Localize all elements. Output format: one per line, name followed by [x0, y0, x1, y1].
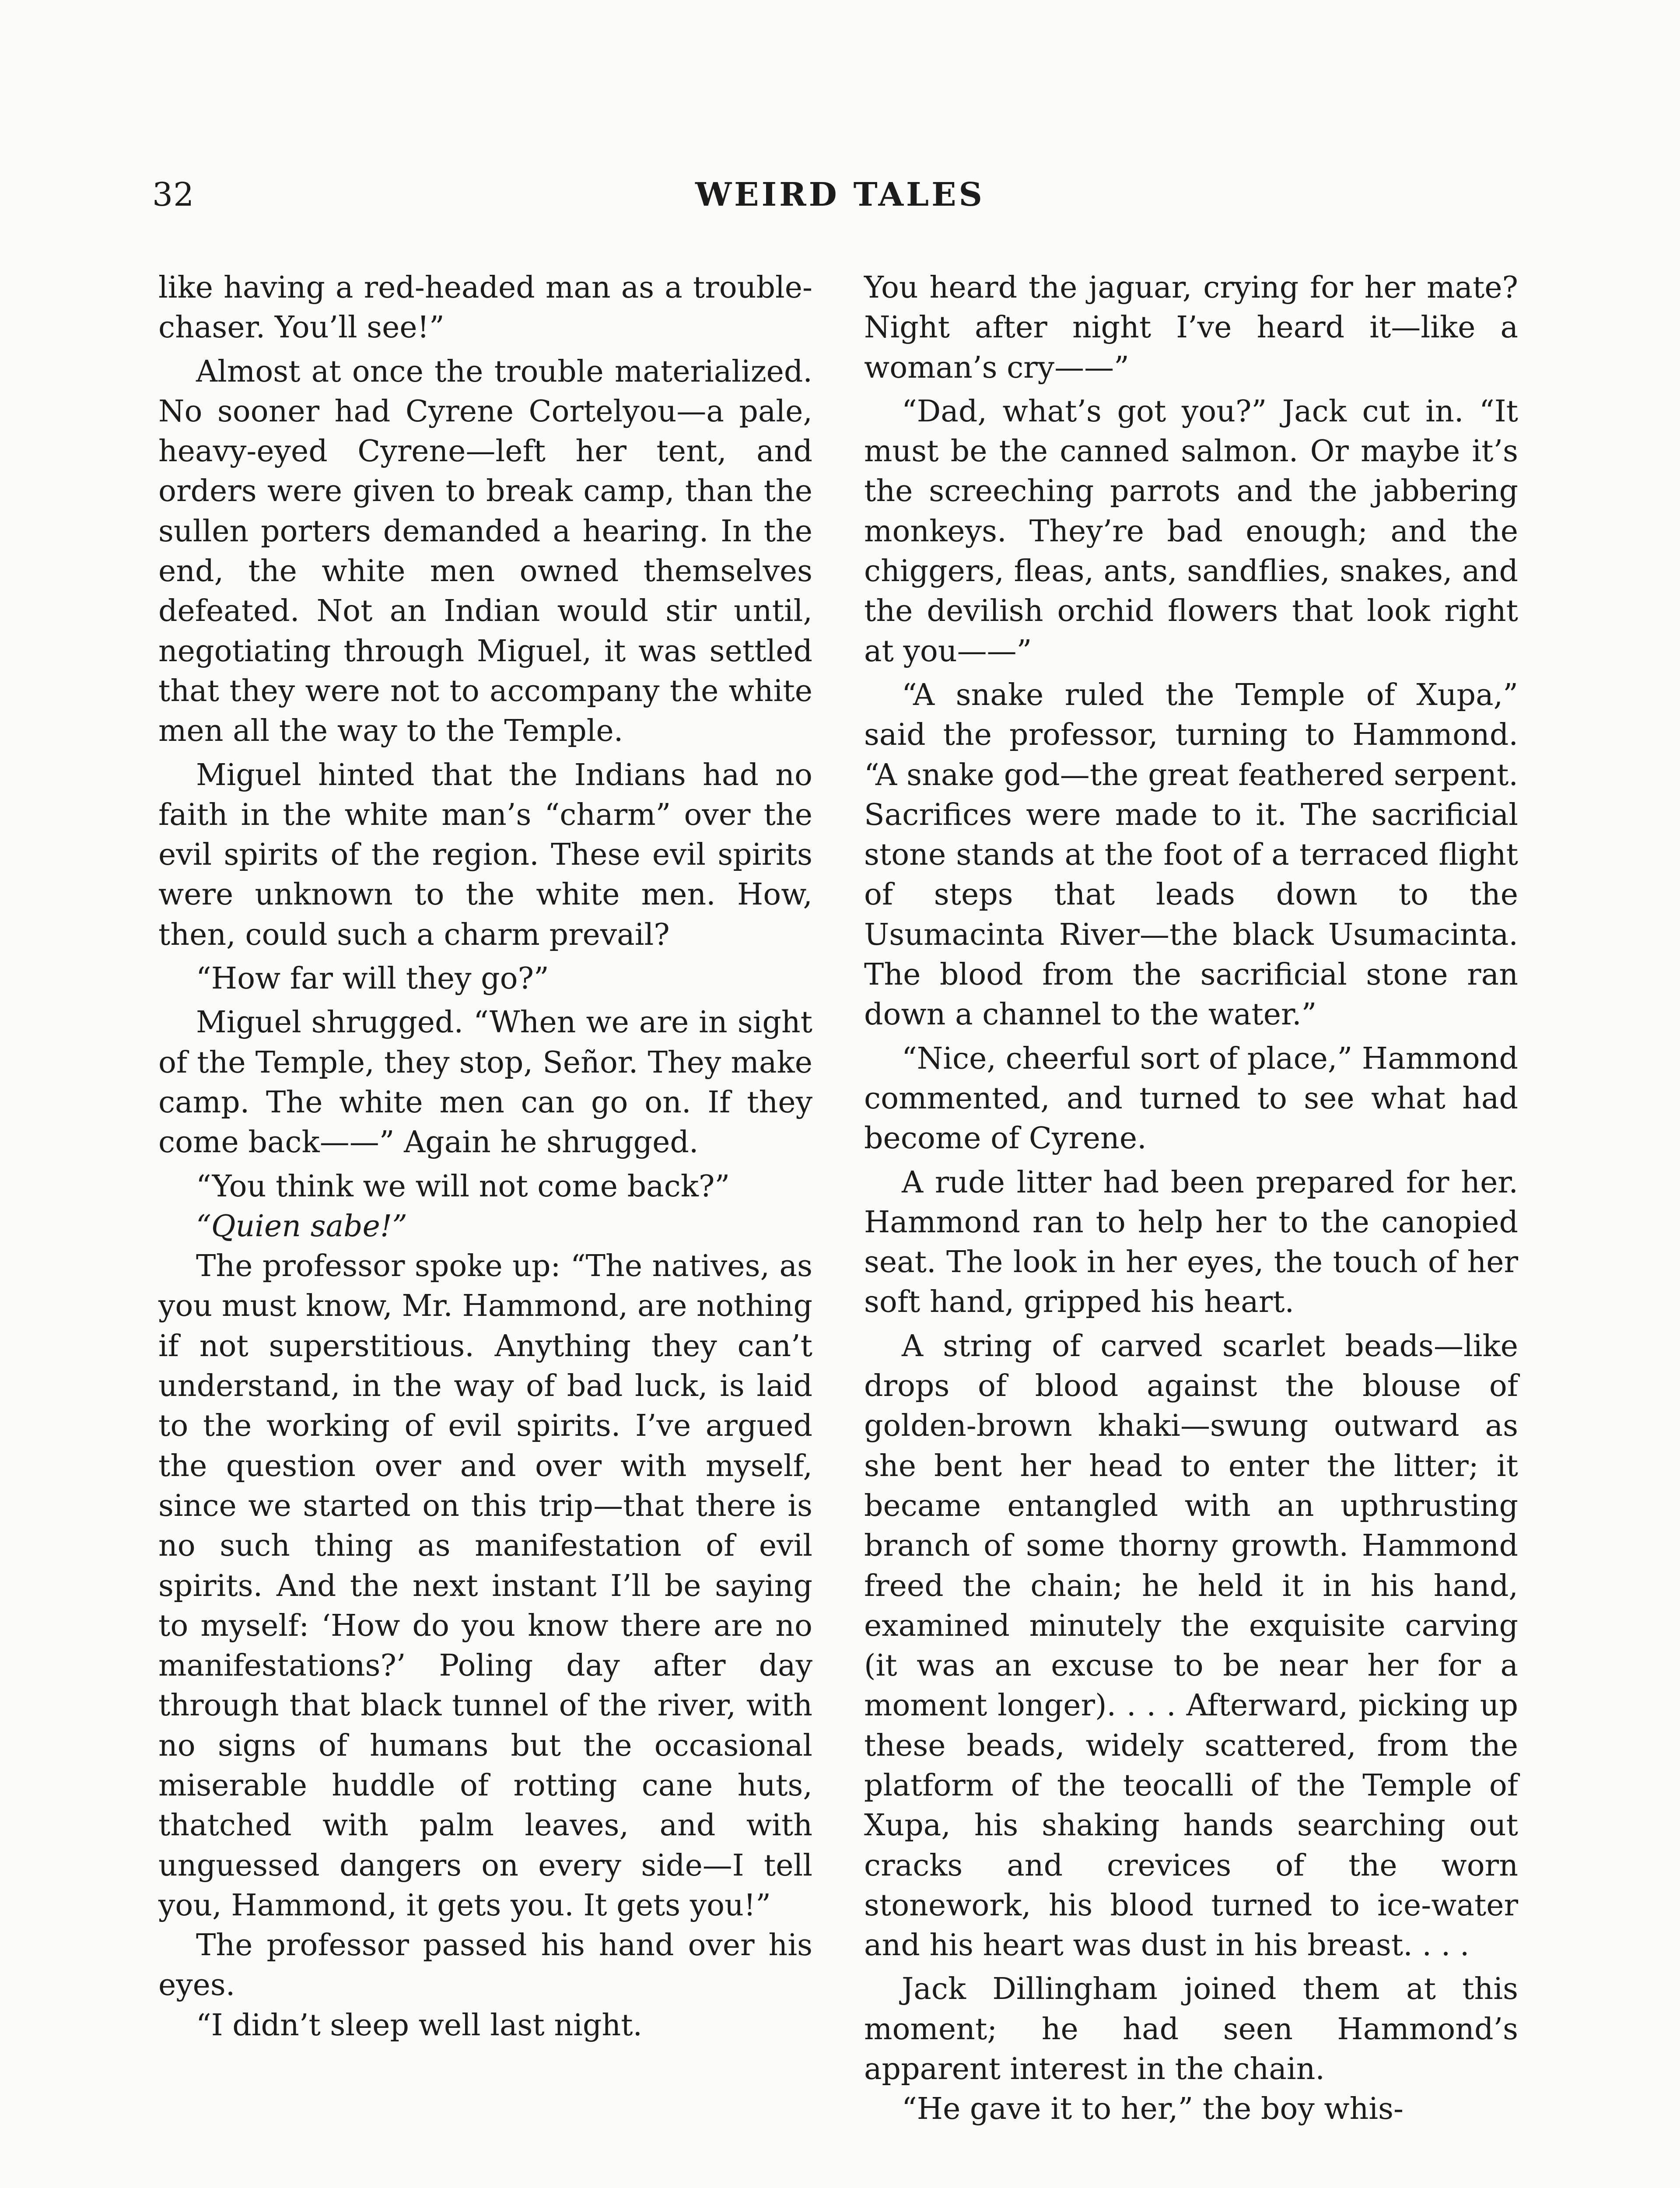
paragraph: “Nice, cheerful sort of place,” Hammond commented, and turned to see what had become of Cyrene. — [864, 1041, 1518, 1156]
paragraph: Jack Dillingham joined them at this moment; he had seen Hammond’s apparent interest in the chain. — [864, 1972, 1518, 2087]
paragraph: “He gave it to her,” the boy whis- — [902, 2092, 1404, 2127]
paragraph: “A snake ruled the Temple of Xupa,” said the professor, turning to Hammond. “A snake god—the great feathered serpent. Sacrifices were made to it. The sacrificial stone stands at the foot of a terraced flight of steps that leads down to the Usumacinta River—the black Usumacinta. The blood from the sacrificial stone ran down a channel to the water.” — [864, 677, 1518, 1032]
paragraph: “You think we will not come back?” — [196, 1169, 730, 1204]
page-header — [0, 173, 1680, 217]
paragraph: “Quien sabe!” — [196, 1209, 408, 1244]
paragraph: Miguel shrugged. “When we are in sight of the Temple, they stop, Señor. They make camp. The white men can go on. If they come back——” Again he shrugged. — [158, 1005, 812, 1160]
paragraph: “Dad, what’s got you?” Jack cut in. “It must be the canned salmon. Or maybe it’s the screeching parrots and the jabbering monkeys. They’re bad enough; and the chiggers, fleas, ants, sandflies, snakes, and the devilish orchid flowers that look right at you——” — [864, 394, 1518, 669]
paragraph: like having a red-headed man as a trouble-chaser. You’ll see!” — [158, 270, 812, 345]
paragraph: You heard the jaguar, crying for her mate? Night after night I’ve heard it—like a woman’s cry——” — [864, 270, 1518, 385]
paragraph: Almost at once the trouble materialized. No sooner had Cyrene Cortelyou—a pale, heavy-eyed Cyrene—left her tent, and orders were given to break camp, than the sullen porters demanded a hearing. In the end, the white men owned themselves defeated. Not an Indian would stir until, negotiating through Miguel, it was settled that they were not to accompany the white men all the way to the Temple. — [158, 354, 812, 749]
paragraph: The professor passed his hand over his eyes. — [158, 1928, 812, 2003]
paragraph: “I didn’t sleep well last night. — [196, 2008, 643, 2043]
right-column — [864, 268, 1518, 2133]
running-title: WEIRD TALES — [695, 176, 985, 214]
page-number: 32 — [152, 176, 195, 214]
paragraph: Miguel hinted that the Indians had no faith in the white man’s “charm” over the evil spirits of the region. These evil spirits were unknown to the white men. How, then, could such a charm prevail? — [158, 757, 812, 952]
paragraph: A string of carved scarlet beads—like drops of blood against the blouse of golden-brown khaki—swung outward as she bent her head to enter the litter; it became entangled with an upthrusting branch of some thorny growth. Hammond freed the chain; he held it in his hand, examined minutely the exquisite carving (it was an excuse to be near her for a moment longer). . . . Afterward, picking up these beads, widely scattered, from the platform of the teocalli of the Temple of Xupa, his shaking hands searching out cracks and crevices of the worn stonework, his blood turned to ice-water and his heart was dust in his breast. . . . — [864, 1329, 1518, 1963]
paragraph: The professor spoke up: “The natives, as you must know, Mr. Hammond, are nothing if not superstitious. Anything they can’t understand, in the way of bad luck, is laid to the working of evil spirits. I’ve argued the question over and over with myself, since we started on this trip—that there is no such thing as manifestation of evil spirits. And the next instant I’ll be saying to myself: ‘How do you know there are no manifestations?’ Poling day after day through that black tunnel of the river, with no signs of humans but the occasional miserable huddle of rotting cane huts, thatched with palm leaves, and with unguessed dangers on every side—I tell you, Hammond, it gets you. It gets you!” — [158, 1249, 812, 1923]
left-column — [158, 268, 812, 2049]
paragraph: “How far will they go?” — [196, 961, 549, 996]
paragraph: A rude litter had been prepared for her. Hammond ran to help her to the canopied seat. The look in her eyes, the touch of her soft hand, gripped his heart. — [864, 1165, 1518, 1320]
